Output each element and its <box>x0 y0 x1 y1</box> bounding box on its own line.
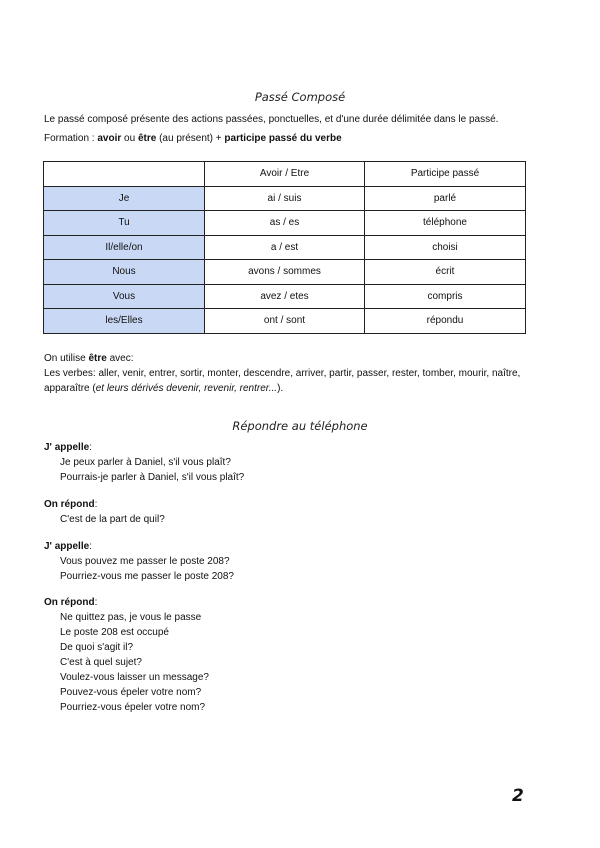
etre-usage-prefix: On utilise <box>44 353 89 364</box>
dialogue-line: Vous pouvez me passer le poste 208? <box>60 556 230 567</box>
verbs2-derivatives: et leurs dérivés devenir, revenir, rentrer... <box>95 383 278 394</box>
formation-prefix: Formation : <box>44 133 98 144</box>
pronoun-cell: les/Elles <box>44 309 205 334</box>
formation-middle: (au présent) + <box>156 133 225 144</box>
auxiliary-cell: ai / suis <box>205 186 365 211</box>
etre-verbs-line-2 <box>44 382 283 395</box>
table-row <box>44 235 526 260</box>
section-title-passe-compose: Passé Composé <box>254 90 346 104</box>
dialogue-label: On répond: <box>44 597 98 608</box>
table-row <box>44 284 526 309</box>
dialogue-line: Pourrais-je parler à Daniel, s'il vous plaît? <box>60 472 245 483</box>
formation-avoir: avoir <box>97 133 122 144</box>
etre-usage-line <box>44 352 134 365</box>
dialogue-line: Ne quittez pas, je vous le passe <box>60 612 202 623</box>
participle-cell: répondu <box>365 309 526 334</box>
intro-text: Le passé composé présente des actions passées, ponctuelles, et d'une durée délimitée dans le passé. <box>44 114 499 125</box>
pronoun-cell: Vous <box>44 284 205 309</box>
pronoun-cell: Il/elle/on <box>44 235 205 260</box>
formation-line <box>44 132 342 145</box>
section-title-telephone: Répondre au téléphone <box>232 419 368 433</box>
table-header-cell: Participe passé <box>365 162 526 187</box>
dialogue-line: C'est de la part de quil? <box>60 514 165 525</box>
verbs2-prefix: apparaître ( <box>44 383 96 394</box>
pronoun-cell: Tu <box>44 211 205 236</box>
participle-cell: téléphone <box>365 211 526 236</box>
verbs2-suffix: ). <box>277 383 284 394</box>
table-row <box>44 186 526 211</box>
participle-cell: parlé <box>365 186 526 211</box>
table-row <box>44 309 526 334</box>
dialogue-line: Je peux parler à Daniel, s'il vous plaît? <box>60 457 231 468</box>
auxiliary-cell: avons / sommes <box>205 260 365 285</box>
pronoun-cell: Je <box>44 186 205 211</box>
auxiliary-cell: a / est <box>205 235 365 260</box>
auxiliary-cell: as / es <box>205 211 365 236</box>
table-row <box>44 211 526 236</box>
dialogue-label: J' appelle: <box>44 541 92 552</box>
participle-cell: compris <box>365 284 526 309</box>
etre-usage-suffix: avec: <box>106 353 134 364</box>
table-header-row <box>44 162 526 187</box>
conjugation-table <box>43 161 526 334</box>
participle-cell: écrit <box>365 260 526 285</box>
dialogue-line: Le poste 208 est occupé <box>60 627 169 638</box>
formation-etre: être <box>137 133 157 144</box>
dialogue-line: C'est à quel sujet? <box>60 657 142 668</box>
table-row <box>44 260 526 285</box>
pronoun-cell: Nous <box>44 260 205 285</box>
table-header-cell <box>44 162 205 187</box>
auxiliary-cell: ont / sont <box>205 309 365 334</box>
table-header-cell: Avoir / Etre <box>205 162 365 187</box>
dialogue-line: Pourriez-vous me passer le poste 208? <box>60 571 234 582</box>
dialogue-line: Pourriez-vous épeler votre nom? <box>60 702 206 713</box>
dialogue-line: Voulez-vous laisser un message? <box>60 672 209 683</box>
etre-usage-bold: être <box>88 353 107 364</box>
etre-verbs-line: Les verbes: aller, venir, entrer, sortir, monter, descendre, arriver, partir, passer, rester, tomber, mourir, naître, <box>44 368 521 379</box>
auxiliary-cell: avez / etes <box>205 284 365 309</box>
dialogue-line: De quoi s'agit il? <box>60 642 134 653</box>
participle-cell: choisi <box>365 235 526 260</box>
page-number: 2 <box>512 786 524 806</box>
dialogue-label: On répond: <box>44 499 98 510</box>
dialogue-line: Pouvez-vous épeler votre nom? <box>60 687 202 698</box>
formation-participe: participe passé du verbe <box>224 133 342 144</box>
dialogue-label: J' appelle: <box>44 442 92 453</box>
formation-ou: ou <box>121 133 138 144</box>
